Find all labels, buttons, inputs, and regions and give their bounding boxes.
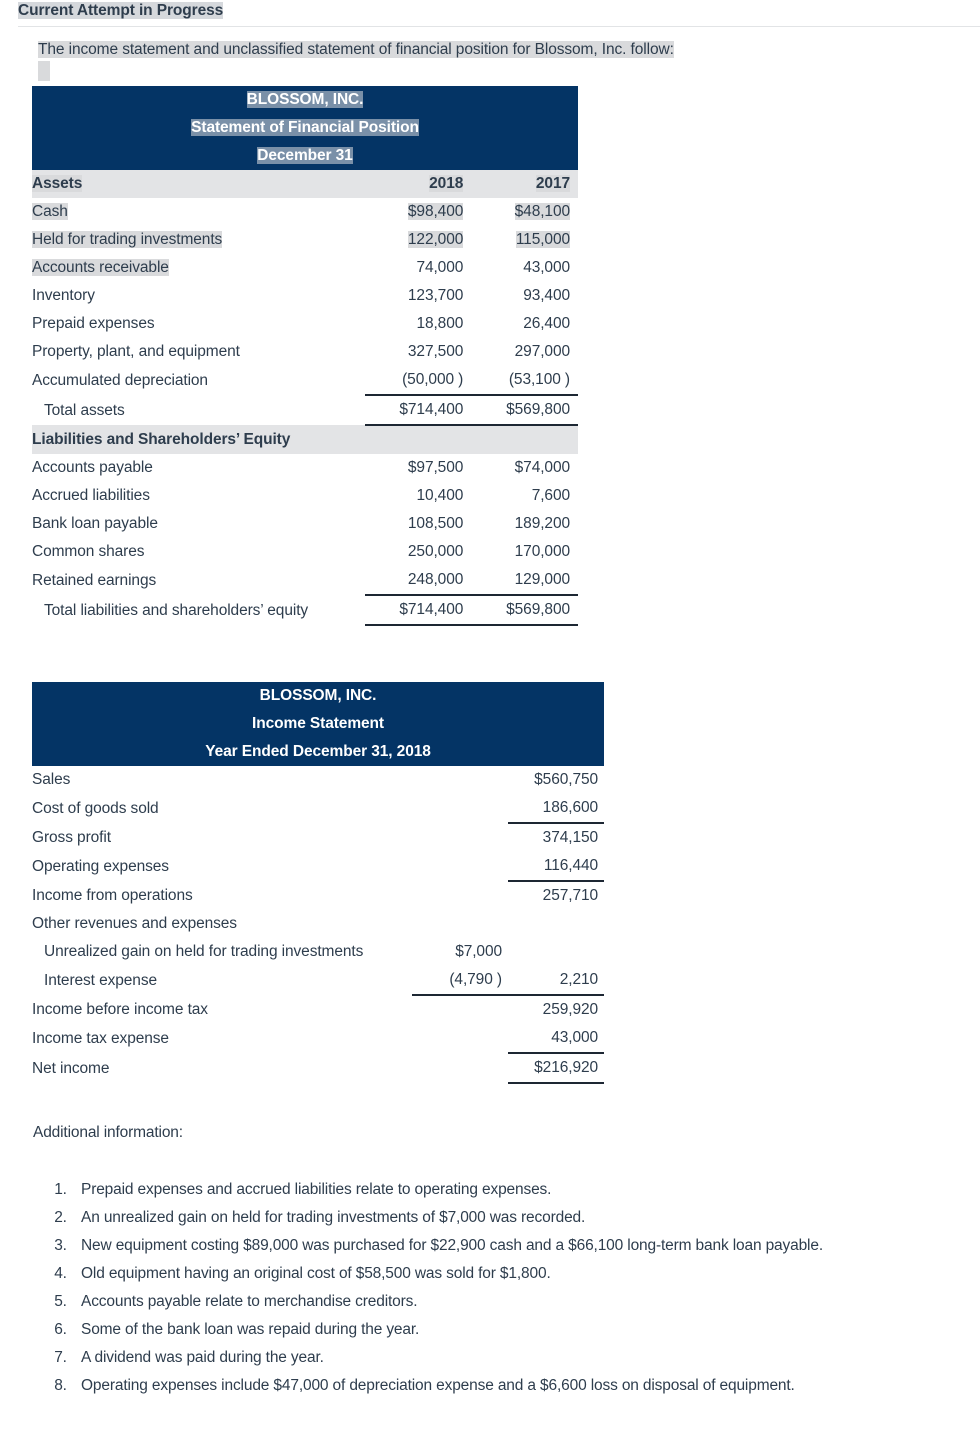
row-value-2018: [365, 566, 472, 595]
row-value-2018: [365, 454, 472, 482]
row-label-text: Total assets: [44, 402, 125, 419]
row-value-2018: [365, 226, 472, 254]
row-value-sub: [412, 766, 508, 794]
row-value-2017-text: $74,000: [514, 459, 570, 476]
row-label-text: Interest expense: [44, 972, 158, 989]
row-value-2017: [471, 482, 578, 510]
row-label: [32, 823, 412, 852]
table-row: [32, 966, 604, 995]
statement-of-financial-position: [32, 86, 578, 626]
row-value-main: [508, 881, 604, 910]
is-title-company: BLOSSOM, INC.: [259, 687, 377, 704]
row-value-sub-text: $7,000: [455, 943, 502, 960]
row-value-main: [508, 995, 604, 1024]
row-value-sub: [412, 1024, 508, 1053]
row-value-2018-text: $98,400: [407, 203, 464, 220]
list-item: 7. A dividend was paid during the year.: [71, 1344, 823, 1372]
additional-information-list: [33, 1176, 823, 1400]
row-value-main: [508, 1024, 604, 1053]
row-value-2018-text: (50,000 ): [402, 371, 464, 388]
row-value-2018-text: 18,800: [416, 315, 464, 332]
col-header-2017-label: 2017: [535, 175, 570, 192]
row-value-2018-text: 74,000: [416, 259, 464, 276]
row-value-2018: [365, 338, 472, 366]
bs-title-date: December 31: [257, 147, 353, 164]
balance-sheet-column-header-row: [32, 170, 578, 198]
list-item: 4. Old equipment having an original cost of $58,500 was sold for $1,800.: [71, 1260, 823, 1288]
row-value-2017: [471, 538, 578, 566]
balance-sheet-table: [32, 86, 578, 626]
row-label-text: Unrealized gain on held for trading investments: [44, 943, 364, 960]
row-value-2017-text: $569,800: [506, 601, 570, 618]
row-value-2018: [365, 510, 472, 538]
is-title-period: Year Ended December 31, 2018: [205, 743, 431, 760]
row-value-2017-text: 170,000: [514, 543, 570, 560]
row-value-main: [508, 823, 604, 852]
list-item: 1. Prepaid expenses and accrued liabilities relate to operating expenses.: [71, 1176, 823, 1204]
row-label: [32, 938, 412, 966]
table-row: [32, 794, 604, 823]
row-value-2018: [365, 395, 472, 425]
table-row: [32, 852, 604, 881]
row-value-2017-text: 93,400: [523, 287, 570, 304]
table-row: [32, 995, 604, 1024]
table-row: [32, 766, 604, 794]
col-header-2018: [365, 170, 472, 198]
row-label-text: Gross profit: [32, 829, 111, 846]
row-value-2018-text: 250,000: [407, 543, 464, 560]
row-value-main-text: $560,750: [534, 771, 599, 788]
row-value-2017-text: 129,000: [514, 571, 570, 588]
row-value-main-text: 2,210: [559, 971, 599, 988]
row-value-main-text: $216,920: [534, 1059, 599, 1076]
table-row: [32, 254, 578, 282]
attempt-status-bar: [0, 0, 980, 26]
row-value-2018-text: 248,000: [407, 571, 464, 588]
row-label: [32, 510, 365, 538]
row-value-main: [508, 966, 604, 995]
table-row: [32, 1024, 604, 1053]
row-label-text: Total liabilities and shareholders’ equity: [44, 602, 309, 619]
header-divider: [18, 26, 980, 27]
row-value-2018: [365, 198, 472, 226]
row-value-2017-text: 297,000: [514, 343, 570, 360]
table-row: [32, 510, 578, 538]
row-label: [32, 538, 365, 566]
table-row: [32, 910, 604, 938]
row-label-text: Prepaid expenses: [32, 315, 155, 332]
row-value-sub: [412, 881, 508, 910]
row-value-sub: [412, 1053, 508, 1083]
row-value-2017: [471, 595, 578, 625]
row-value-2017: [471, 566, 578, 595]
row-value-2018: [365, 282, 472, 310]
table-row: [32, 338, 578, 366]
row-label-text: Income from operations: [32, 887, 193, 904]
row-label-text: Accrued liabilities: [32, 487, 150, 504]
row-label: [32, 454, 365, 482]
list-item: 2. An unrealized gain on held for trading investments of $7,000 was recorded.: [71, 1204, 823, 1232]
row-label-text: Operating expenses: [32, 858, 169, 875]
row-value-main: [508, 1053, 604, 1083]
row-value-main-text: 186,600: [542, 799, 599, 816]
row-label: [32, 198, 365, 226]
row-value-2017-text: 43,000: [523, 259, 570, 276]
balance-sheet-title: [32, 86, 578, 170]
row-label-text: Common shares: [32, 543, 145, 560]
income-statement-title-row: [32, 682, 604, 766]
row-value-2018-text: $97,500: [407, 459, 464, 476]
row-value-2017: [471, 282, 578, 310]
row-label: [32, 226, 365, 254]
row-value-main-text: 43,000: [551, 1029, 599, 1046]
row-value-main: [508, 852, 604, 881]
row-value-2017: [471, 510, 578, 538]
row-label: [32, 482, 365, 510]
row-label: [32, 254, 365, 282]
table-row: [32, 454, 578, 482]
table-row: [32, 881, 604, 910]
row-label-text: Net income: [32, 1060, 110, 1077]
row-label: [32, 395, 365, 425]
row-value-2018: [365, 254, 472, 282]
row-value-sub-text: (4,790 ): [449, 971, 502, 988]
row-value-2018-text: 10,400: [416, 487, 464, 504]
col-header-2017: [471, 170, 578, 198]
row-value-2017-text: (53,100 ): [508, 371, 570, 388]
selection-caret-artifact: [38, 61, 50, 81]
row-value-2017-text: 189,200: [514, 515, 570, 532]
row-value-2017-text: 7,600: [531, 487, 570, 504]
row-label-text: Retained earnings: [32, 572, 157, 589]
row-label-text: Accumulated depreciation: [32, 372, 208, 389]
row-value-2018: [365, 595, 472, 625]
is-title-statement: Income Statement: [252, 715, 384, 732]
total-assets-row: [32, 395, 578, 425]
bs-title-company: BLOSSOM, INC.: [246, 91, 364, 108]
row-value-2017: [471, 254, 578, 282]
row-label-text: Income before income tax: [32, 1001, 208, 1018]
list-item: 5. Accounts payable relate to merchandise creditors.: [71, 1288, 823, 1316]
row-label-text: Cash: [32, 203, 68, 220]
row-value-2017: [471, 226, 578, 254]
row-value-main-text: 374,150: [542, 829, 599, 846]
row-value-main: [508, 938, 604, 966]
row-value-2017: [471, 338, 578, 366]
table-row: [32, 538, 578, 566]
row-label: [32, 995, 412, 1024]
row-label: [32, 794, 412, 823]
row-value-2017-text: $48,100: [514, 203, 570, 220]
row-label: [32, 310, 365, 338]
list-item: 8. Operating expenses include $47,000 of depreciation expense and a $6,600 loss on disposal of equipment.: [71, 1372, 823, 1400]
row-value-sub: [412, 852, 508, 881]
row-value-2018-text: $714,400: [399, 601, 464, 618]
equity-section-header-label: Liabilities and Shareholders’ Equity: [32, 431, 291, 448]
row-value-sub: [412, 995, 508, 1024]
additional-information-section: [33, 1124, 823, 1400]
income-statement: [32, 682, 604, 1084]
equity-section-header-row: [32, 425, 578, 454]
row-label-text: Held for trading investments: [32, 231, 223, 248]
row-value-main-text: 259,920: [542, 1001, 599, 1018]
row-label-text: Cost of goods sold: [32, 800, 159, 817]
row-label-text: Sales: [32, 771, 71, 788]
row-label: [32, 910, 412, 938]
row-value-sub: [412, 823, 508, 852]
row-value-sub: [412, 910, 508, 938]
table-row: [32, 198, 578, 226]
table-row: [32, 566, 578, 595]
row-label: [32, 1024, 412, 1053]
table-row: [32, 226, 578, 254]
row-label: [32, 338, 365, 366]
income-statement-table: [32, 682, 604, 1084]
row-value-2018: [365, 538, 472, 566]
row-value-sub: [412, 794, 508, 823]
row-label: [32, 366, 365, 395]
table-row: [32, 366, 578, 395]
assets-header-label: Assets: [32, 175, 83, 192]
row-label-text: Property, plant, and equipment: [32, 343, 240, 360]
row-value-2017: [471, 198, 578, 226]
row-value-main: [508, 794, 604, 823]
table-row: [32, 938, 604, 966]
row-label: [32, 852, 412, 881]
intro-text: The income statement and unclassified statement of financial position for Blossom, Inc. follow:: [38, 41, 674, 58]
row-value-2017: [471, 395, 578, 425]
table-row: [32, 823, 604, 852]
additional-information-title: Additional information:: [33, 1124, 183, 1141]
row-value-sub: [412, 938, 508, 966]
assets-header-cell: [32, 170, 365, 198]
row-value-2017-text: 26,400: [523, 315, 570, 332]
balance-sheet-title-row: [32, 86, 578, 170]
row-label-text: Accounts receivable: [32, 259, 169, 276]
row-value-2017: [471, 366, 578, 395]
row-value-2017: [471, 310, 578, 338]
row-label: [32, 881, 412, 910]
row-label-text: Other revenues and expenses: [32, 915, 237, 932]
row-label: [32, 566, 365, 595]
row-value-main-text: 257,710: [542, 887, 599, 904]
row-label: [32, 282, 365, 310]
intro-paragraph: [38, 41, 980, 59]
row-value-2018: [365, 310, 472, 338]
income-statement-title: [32, 682, 604, 766]
list-item: 6. Some of the bank loan was repaid during the year.: [71, 1316, 823, 1344]
row-value-2017: [471, 454, 578, 482]
row-value-2018-text: 108,500: [407, 515, 464, 532]
row-value-2018-text: $714,400: [399, 401, 464, 418]
row-value-main: [508, 910, 604, 938]
row-label-text: Income tax expense: [32, 1030, 169, 1047]
bs-title-statement: Statement of Financial Position: [191, 119, 419, 136]
row-value-2018-text: 327,500: [407, 343, 464, 360]
equity-section-header: [32, 425, 578, 454]
net-income-row: [32, 1053, 604, 1083]
table-row: [32, 310, 578, 338]
row-value-2018-text: 122,000: [407, 231, 464, 248]
row-value-main: [508, 766, 604, 794]
row-value-2017-text: 115,000: [515, 231, 570, 248]
row-label-text: Inventory: [32, 287, 95, 304]
total-liabilities-equity-row: [32, 595, 578, 625]
row-label: [32, 766, 412, 794]
row-value-main-text: 116,440: [543, 857, 599, 874]
row-label: [32, 595, 365, 625]
row-value-2017-text: $569,800: [506, 401, 570, 418]
row-label: [32, 1053, 412, 1083]
row-label-text: Bank loan payable: [32, 515, 158, 532]
table-row: [32, 482, 578, 510]
col-header-2018-label: 2018: [429, 175, 464, 192]
attempt-status-label: Current Attempt in Progress: [18, 2, 224, 19]
row-label-text: Accounts payable: [32, 459, 153, 476]
list-item: 3. New equipment costing $89,000 was purchased for $22,900 cash and a $66,100 long-term bank loan payable.: [71, 1232, 823, 1260]
row-label: [32, 966, 412, 995]
table-row: [32, 282, 578, 310]
row-value-sub: [412, 966, 508, 995]
row-value-2018: [365, 482, 472, 510]
row-value-2018: [365, 366, 472, 395]
row-value-2018-text: 123,700: [407, 287, 464, 304]
